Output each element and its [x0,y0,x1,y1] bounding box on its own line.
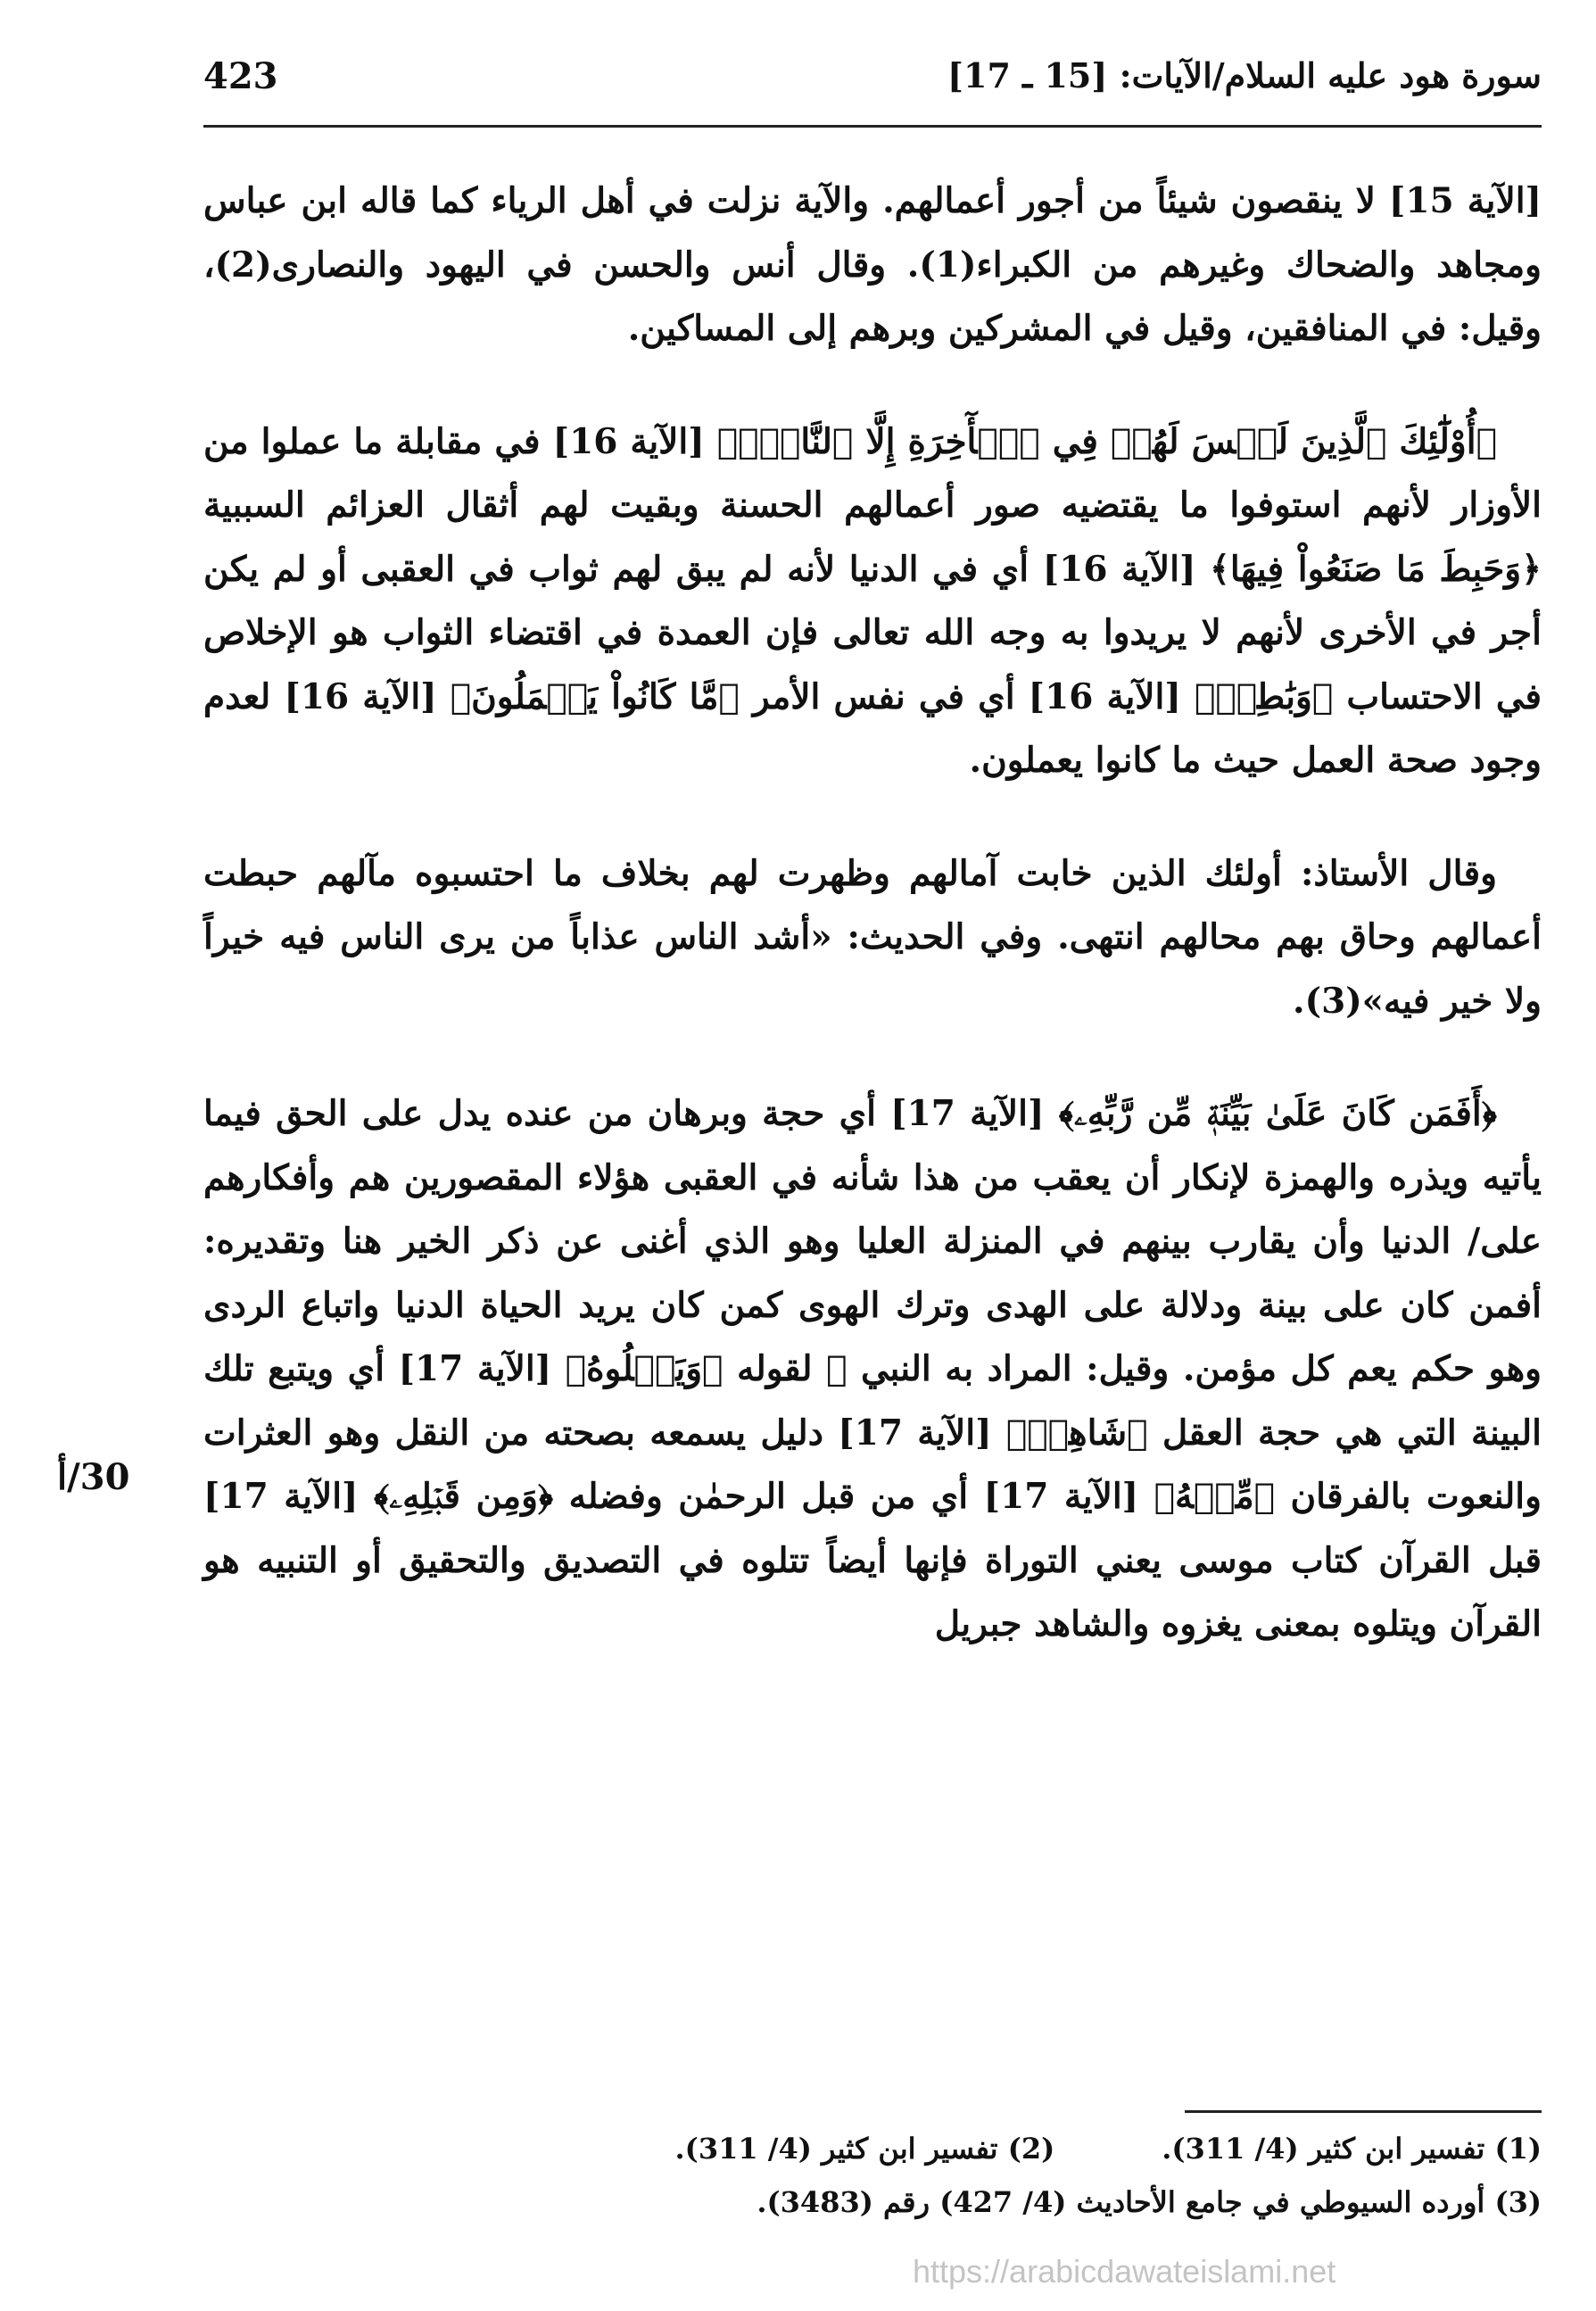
paragraph-gap [203,361,1542,410]
watermark-url: https://arabicdawateislami.net [913,2253,1336,2290]
paragraph-4: ﴿أَفَمَن كَانَ عَلَىٰ بَيِّنَةٖ مِّن رَّبِّهِۦ﴾ [الآية 17] أي حجة وبرهان من عنده يدل على الحق فيما يأتيه ويذره والهمزة لإنكار أن يعقب من هذا شأنه في العقبى هؤلاء المقصورين هم وأفكارهم على/ الدنيا وأن يقارب بينهم في المنزلة العليا وهو الذي أغنى عن ذكر الخير هنا وتقديره: أفمن كان على بينة ودلالة على الهدى وترك الهوى كمن كان يريد الحياة الدنيا واتباع الردى وهو حكم يعم كل مؤمن. وقيل: المراد به النبي ﷺ لقوله ﴿وَيَتۡلُوهُ﴾ [الآية 17] أي ويتبع تلك البينة التي هي حجة العقل ﴿شَاهِدٞ﴾ [الآية 17] دليل يسمعه بصحته من النقل وهو العثرات والنعوت بالفرقان ﴿مِّنۡهُ﴾ [الآية 17] أي من قبل الرحمٰن وفضله ﴿وَمِن قَبۡلِهِۦ﴾ [الآية 17] قبل القرآن كتاب موسى يعني التوراة فإنها أيضاً تتلوه في التصديق والتحقيق أو التنبيه هو القرآن ويتلوه بمعنى يغزوه والشاهد جبريل [203,1093,1542,1644]
page-number: 423 [203,55,278,97]
footnote-row [382,2122,1542,2175]
footnote-1: (1) تفسير ابن كثير (4/ 311). [1162,2132,1542,2166]
paragraph-gap [203,793,1542,842]
footnotes [382,2122,1542,2229]
paragraph-2: ﴿أُوْلَٰٓئِكَ ٱلَّذِينَ لَيۡسَ لَهُمۡ فِي ٱلۡأٓخِرَةِ إِلَّا ٱلنَّارُۖ﴾ [الآية 16] في مقابلة ما عملوا من الأوزار لأنهم استوفوا ما يقتضيه صور أعمالهم الحسنة وبقيت لهم أثقال العزائم السببية ﴿وَحَبِطَ مَا صَنَعُواْ فِيهَا﴾ [الآية 16] أي في الدنيا لأنه لم يبق لهم ثواب في العقبى أو لم يكن أجر في الأخرى لأنهم لا يريدوا به وجه الله تعالى فإن العمدة في اقتضاء الثواب هو الإخلاص في الاحتساب ﴿وَبَٰطِلٞ﴾ [الآية 16] أي في نفس الأمر ﴿مَّا كَانُواْ يَعۡمَلُونَ﴾ [الآية 16] لعدم وجود صحة العمل حيث ما كانوا يعملون. [203,420,1542,781]
running-title: سورة هود عليه السلام/الآيات: [15 ـ 17] [947,55,1542,95]
header-divider [203,125,1542,128]
footnote-3: (3) أورده السيوطي في جامع الأحاديث (4/ 427) رقم (3483). [757,2185,1542,2219]
main-text [203,170,1542,1657]
paragraph-gap [203,1033,1542,1082]
footnote-2: (2) تفسير ابن كثير (4/ 311). [674,2132,1055,2166]
manuscript-folio-note: 30/أ [57,1456,130,1498]
footnote-divider [1185,2110,1542,2113]
paragraph-1: [الآية 15] لا ينقصون شيئاً من أجور أعمالهم. والآية نزلت في أهل الرياء كما قاله ابن عباس ومجاهد والضحاك وغيرهم من الكبراء(1). وقال أنس والحسن في اليهود والنصارى(2)، وقيل: في المنافقين، وقيل في المشركين وبرهم إلى المساكين. [203,180,1542,349]
page-header [203,55,1542,118]
paragraph-3: وقال الأستاذ: أولئك الذين خابت آمالهم وظهرت لهم بخلاف ما احتسبوه مآلهم حبطت أعمالهم وحاق بهم محالهم انتهى. وفي الحديث: «أشد الناس عذاباً من يرى الناس فيه خيراً ولا خير فيه»(3). [203,852,1542,1022]
